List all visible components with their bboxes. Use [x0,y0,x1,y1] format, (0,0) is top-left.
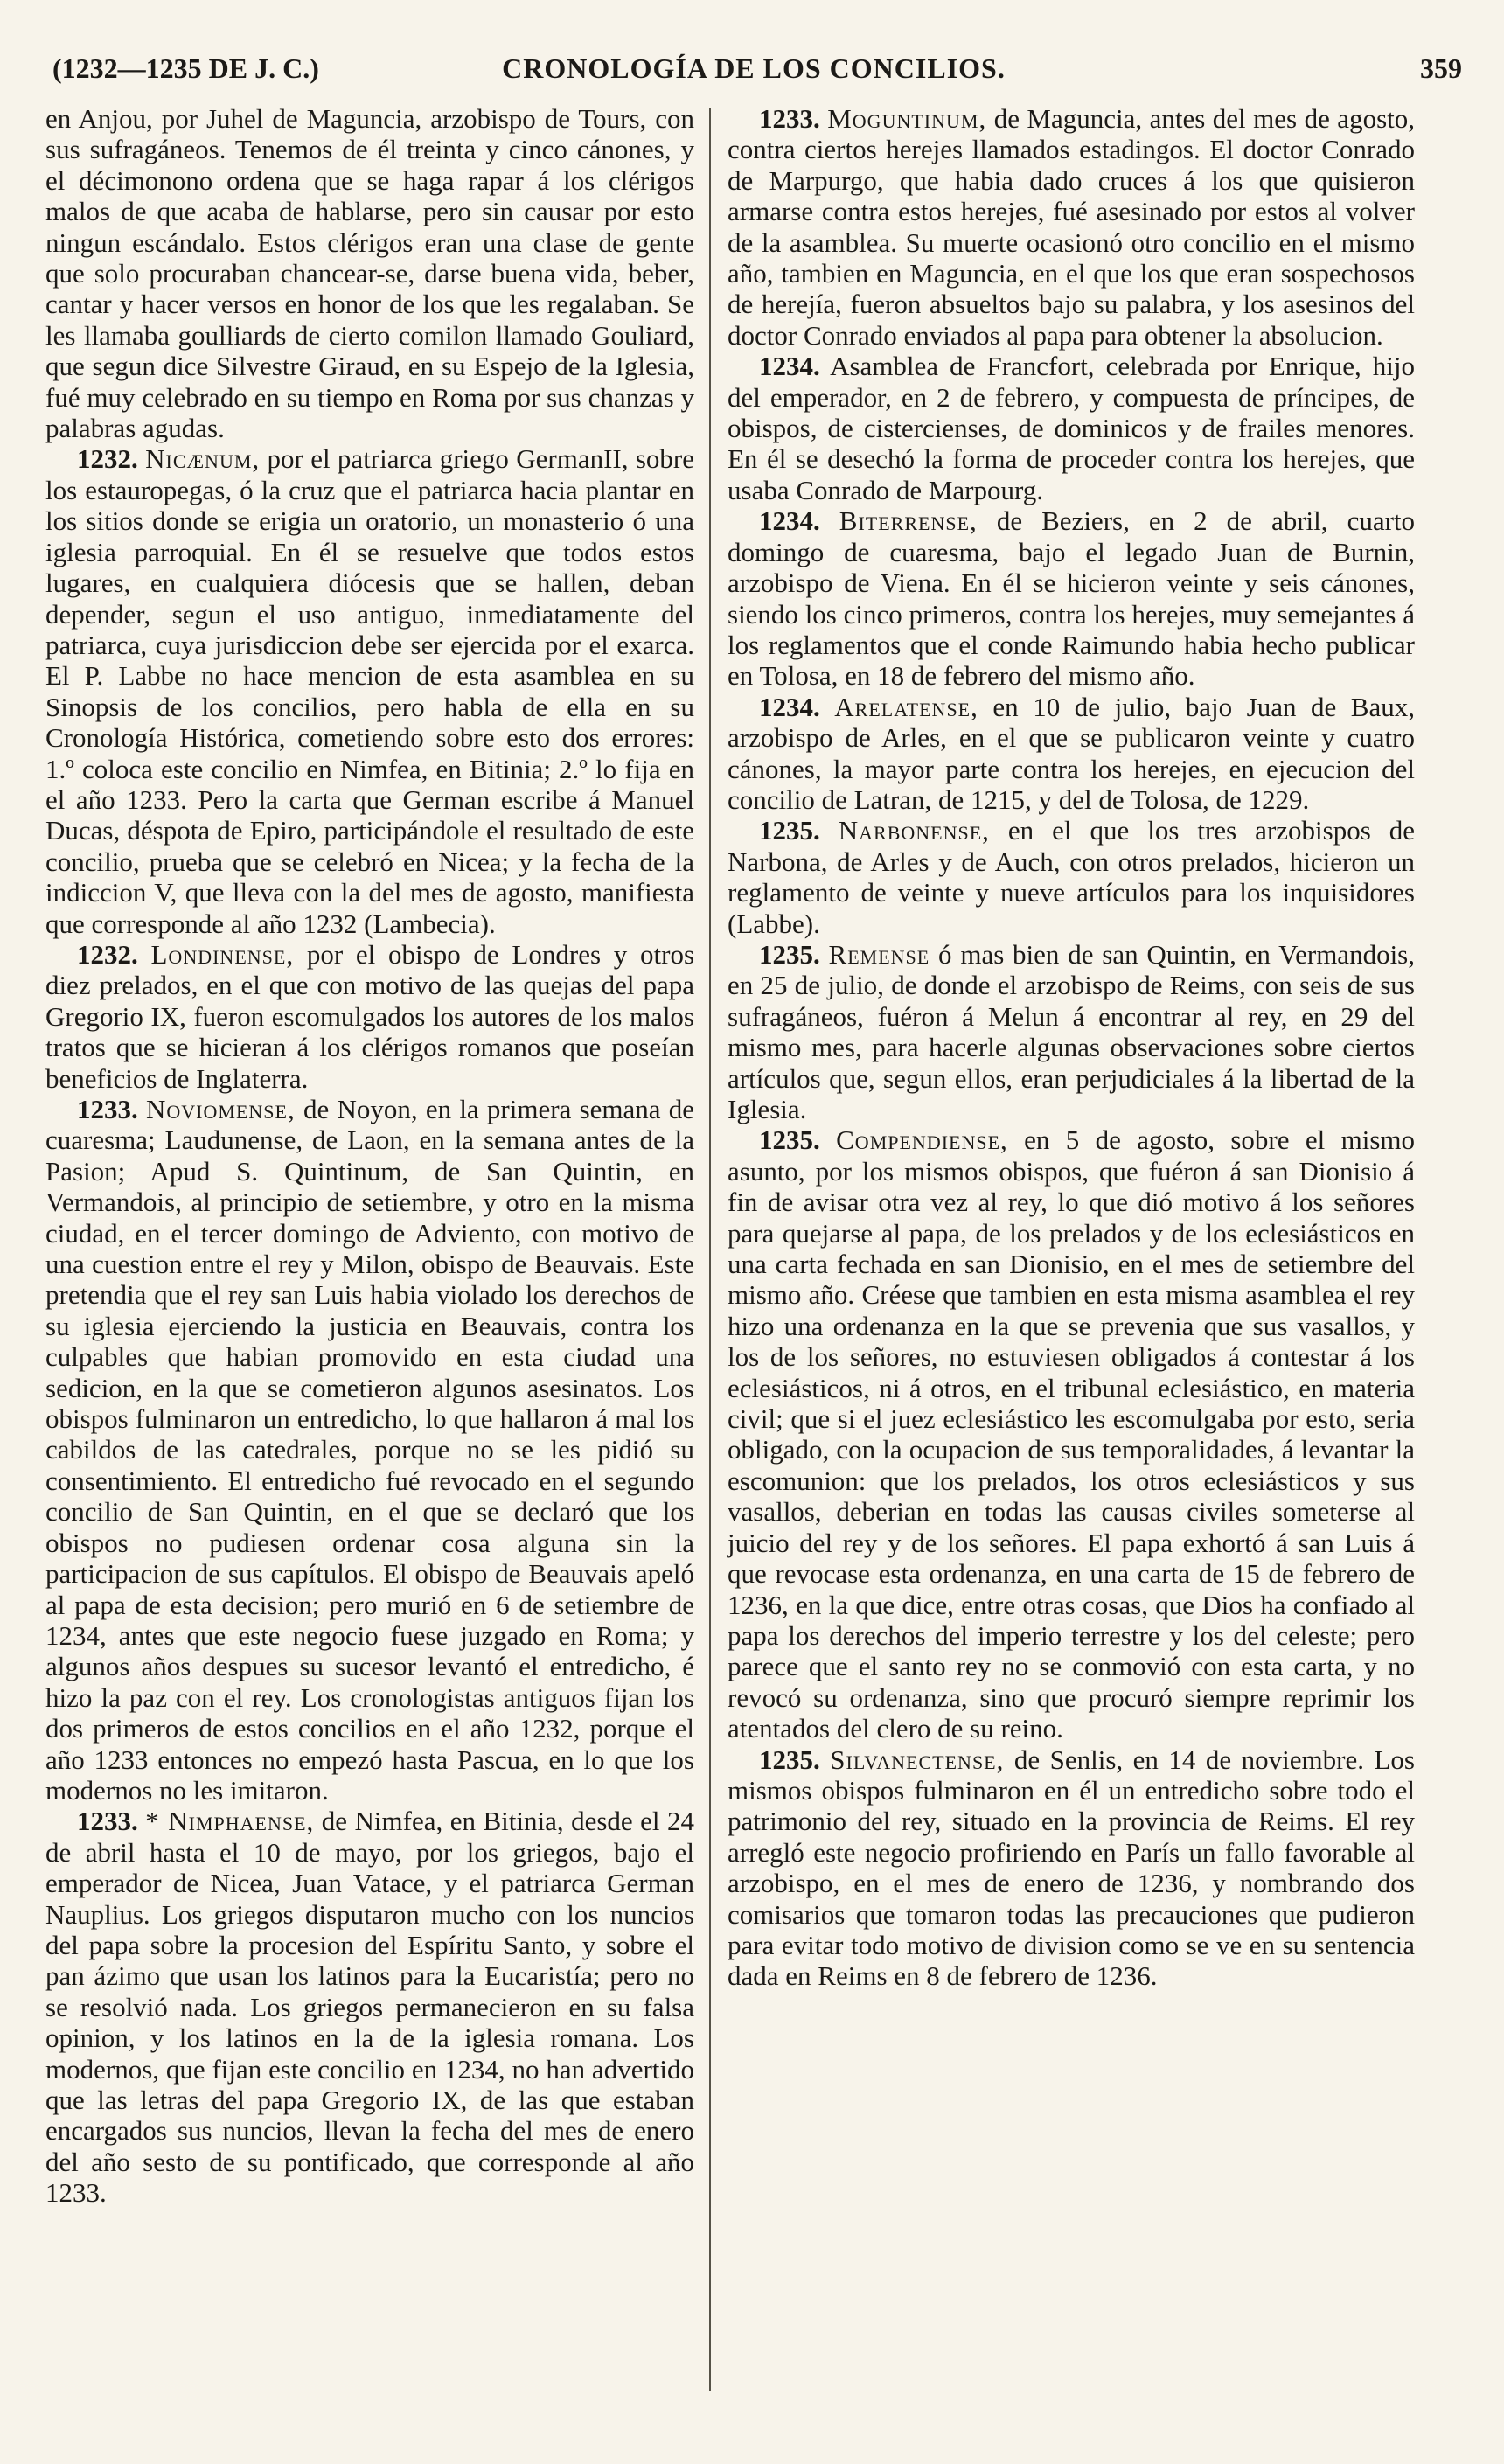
page-number: 359 [1420,52,1462,84]
council-entry: 1233. * Nimphaense, de Nimfea, en Bitinia, desde el 24 de abril hasta el 10 de mayo, por los griegos, bajo el emperador de Nicea, Juan Vatace, y el patriarca German Nauplius. Los griegos disputaron mucho con los nuncios del papa sobre la procesion del Espíritu Santo, y sobre el pan ázimo que usan los latinos para la Eucaristía; pero no se resolvió nada. Los griegos permanecieron en su falsa opinion, y los latinos en la de la iglesia romana. Los modernos, que fijan este concilio en 1234, no han advertido que las letras del papa Gregorio IX, de las que estaban encargados sus nuncios, llevan la fecha del mes de enero del año sesto de su pontificado, que corresponde al año 1233. [45,1806,695,2209]
council-entry: 1235. Narbonense, en el que los tres arzobispos de Narbona, de Arles y de Auch, con otros prelados, hicieron un reglamento de veinte y nueve artículos para los inquisidores (Labbe). [728,815,1416,939]
right-column [728,103,1415,1992]
left-column [45,103,694,2209]
council-entry: 1234. Asamblea de Francfort, celebrada por Enrique, hijo del emperador, en 2 de febrero, y compuesta de príncipes, de obispos, de cistercienses, de dominicos y de frailes menores. En él se desechó la forma de proceder contra los herejes, que usaba Conrado de Marpourg. [728,351,1415,505]
column-divider [709,108,711,2391]
header-title: CRONOLOGÍA DE LOS CONCILIOS. [502,52,1006,84]
council-entry: 1235. Silvanectense, de Senlis, en 14 de noviembre. Los mismos obispos fulminaron en él un entredicho sobre todo el patrimonio del rey, situado en la provincia de Reims. El rey arregló este negocio profiriendo en París un fallo favorable al arzobispo, en el mes de enero de 1236, y nombrando dos comisarios que tomaron todas las precauciones que pudieron para evitar todo motivo de division como se ve en su sentencia dada en Reims en 8 de febrero de 1236. [728,1744,1415,1992]
council-entry: 1235. Remense ó mas bien de san Quintin, en Vermandois, en 25 de julio, de donde el arzobispo de Reims, con seis de sus sufragáneos, fuéron á Melun á encontrar al rey, en 29 del mismo mes, para hacerle algunas observaciones sobre ciertos artículos que, segun ellos, eran perjudiciales á la libertad de la Iglesia. [728,938,1415,1124]
page-header [45,52,1462,96]
council-entry: 1233. Noviomense, de Noyon, en la primera semana de cuaresma; Laudunense, de Laon, en la semana antes de la Pasion; Apud S. Quintinum, de San Quintin, en Vermandois, al principio de setiembre, y otro en la misma ciudad, en el tercer domingo de Adviento, con motivo de una cuestion entre el rey y Milon, obispo de Beauvais. Este pretendia que el rey san Luis habia violado los derechos de su iglesia ejerciendo la justicia en Beauvais, contra los culpables que habian promovido en esta ciudad una sedicion, en la que se cometieron algunos asesinatos. Los obispos fulminaron un entredicho, lo que hallaron á mal los cabildos de las catedrales, porque no se les pidió su consentimiento. El entredicho fué revocado en el segundo concilio de San Quintin, en el que se declaró que los obispos no pudiesen ordenar cosa alguna sin la participacion de sus capítulos. El obispo de Beauvais apeló al papa de esta decision; pero murió en 6 de setiembre de 1234, antes que este negocio fuese juzgado en Roma; y algunos años despues su sucesor levantó el entredicho, é hizo la paz con el rey. Los cronologistas antiguos fijan los dos primeros de estos concilios en el año 1232, porque el año 1233 entonces no empezó hasta Pascua, en lo que los modernos no les imitaron. [45,1094,695,1806]
council-entry: 1232. Londinense, por el obispo de Londres y otros diez prelados, en el que con motivo de las quejas del papa Gregorio IX, fueron escomulgados los autores de los malos tratos que se hicieran á los clérigos romanos que poseían beneficios de Inglaterra. [45,938,695,1094]
council-entry: 1234. Arelatense, en 10 de julio, bajo Juan de Baux, arzobispo de Arles, en el que se publicaron veinte y cuatro cánones, la mayor parte contra los herejes, en ejecucion del concilio de Latran, de 1215, y del de Tolosa, de 1229. [728,691,1415,815]
council-entry: 1235. Compendiense, en 5 de agosto, sobre el mismo asunto, por los mismos obispos, que fuéron á san Dionisio á fin de avisar otra vez al rey, lo que dió motivo á los señores para quejarse al papa, de los prelados y de los eclesiásticos en una carta fechada en san Dionisio, en el mes de setiembre del mismo año. Créese que tambien en esta misma asamblea el rey hizo una ordenanza en la que se prevenia que sus vasallos, y los de los señores, no estuviesen obligados á contestar á los eclesiásticos, ni á otros, en el tribunal eclesiástico, en materia civil; que si el juez eclesiástico les escomulgaba por esto, seria obligado, con la ocupacion de sus temporalidades, á levantar la escomunion: que los prelados, los otros eclesiásticos y sus vasallos, deberian en todas las causas civiles someterse al juicio del rey y de los señores. El papa exhortó á san Luis á que revocase esta ordenanza, en una carta de 15 de febrero de 1236, en la que dice, entre otras cosas, que Dios ha confiado al papa los derechos del imperio terrestre y los del celeste; pero parece que el santo rey no se conmovió con esta carta, y no revocó su ordenanza, sino que procuró siempre reprimir los atentados del clero de su reino. [728,1124,1415,1744]
council-entry: 1234. Biterrense, de Beziers, en 2 de abril, cuarto domingo de cuaresma, bajo el legado Juan de Burnin, arzobispo de Viena. En él se hicieron veinte y seis cánones, siendo los cinco primeros, contra los herejes, muy semejantes á los reglamentos que el conde Raimundo habia hecho publicar en Tolosa, en 18 de febrero del mismo año. [728,505,1416,692]
header-date-range: (1232—1235 DE J. C.) [52,52,319,84]
council-entry: 1232. Nicænum, por el patriarca griego GermanII, sobre los estauropegas, ó la cruz que el patriarca hacia plantar en los sitios donde se erigia un oratorio, un monasterio ó una iglesia parroquial. En él se resuelve que todos estos lugares, en cualquiera diócesis que se hallen, deban depender, segun el uso antiguo, inmediatamente del patriarca, cuya jurisdiccion debe ser ejercida por el exarca. El P. Labbe no hace mencion de esta asamblea en su Sinopsis de los concilios, pero habla de ella en su Cronología Histórica, cometiendo sobre esto dos errores: 1.º coloca este concilio en Nimfea, en Bitinia; 2.º lo fija en el año 1233. Pero la carta que German escribe á Manuel Ducas, déspota de Epiro, participándole el resultado de este concilio, prueba que se celebró en Nicea; y la fecha de la indiccion V, que lleva con la del mes de agosto, manifiesta que corresponde al año 1232 (Lambecia). [45,443,694,939]
council-entry: 1233. Moguntinum, de Maguncia, antes del mes de agosto, contra ciertos herejes llamados estadingos. El doctor Conrado de Marpurgo, que habia dado cruces á los que quisieron armarse contra estos herejes, fué asesinado por estos al volver de la asamblea. Su muerte ocasionó otro concilio en el mismo año, tambien en Maguncia, en el que los que eran sospechosos de herejía, fueron absueltos bajo su palabra, y los asesinos del doctor Conrado enviados al papa para obtener la absolucion. [728,103,1415,351]
paragraph: en Anjou, por Juhel de Maguncia, arzobispo de Tours, con sus sufragáneos. Tenemos de él treinta y cinco cánones, y el décimonono ordena que se haga rapar á los clérigos malos de que acaba de hablarse, pero sin causar por esto ningun escándalo. Estos clérigos eran una clase de gente que solo procuraban chancear-se, darse buena vida, beber, cantar y hacer versos en honor de los que les regalaban. Se les llamaba goulliards de cierto comilon llamado Gouliard, que segun dice Silvestre Giraud, en su Espejo de la Iglesia, fué muy celebrado en su tiempo en Roma por sus chanzas y palabras agudas. [45,103,694,444]
